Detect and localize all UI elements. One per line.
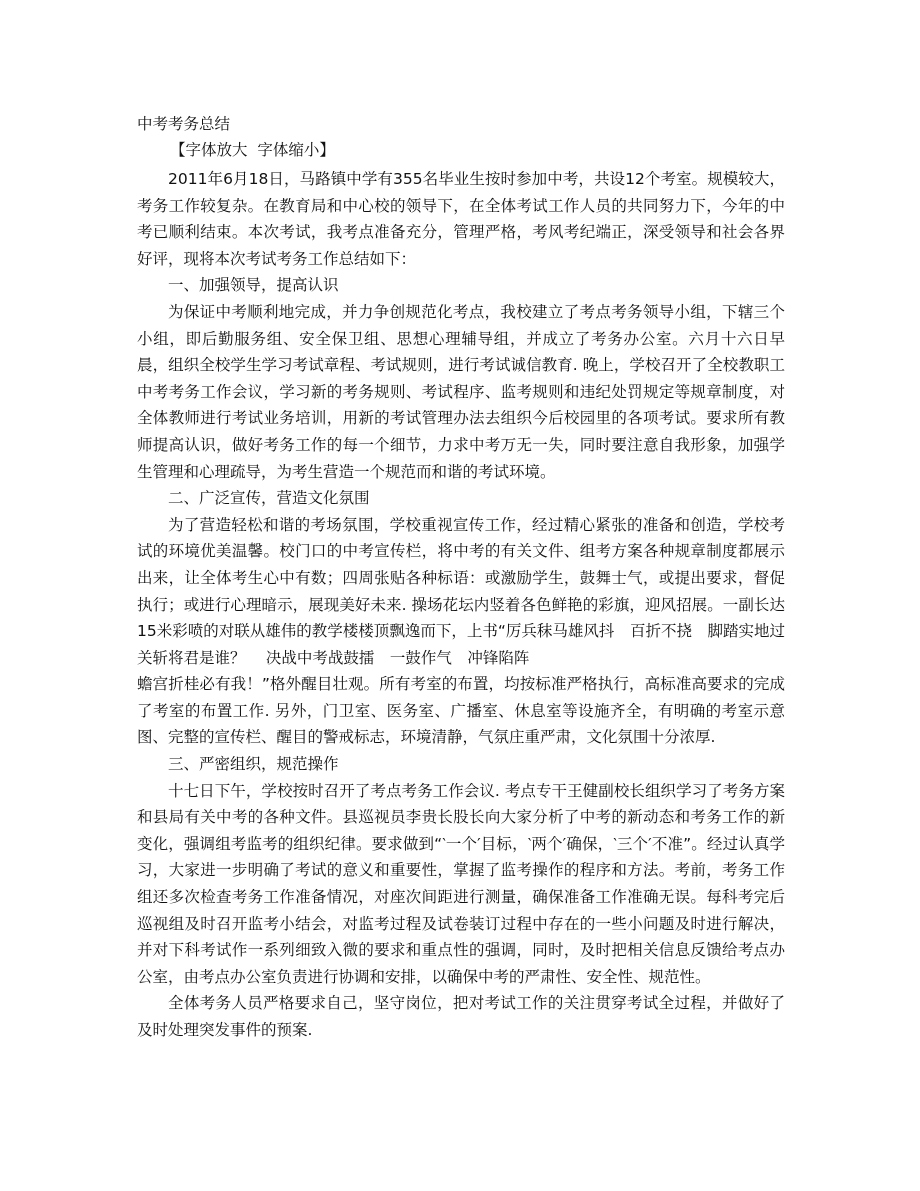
section-heading-2: 二、广泛宣传，营造文化氛围 — [168, 489, 370, 508]
document-title: 中考考务总结 — [137, 115, 231, 133]
section-paragraph-3: 十七日下午，学校按时召开了考点考务工作会议. 考点专干王健副校长组织学习了考务方案和县局有关中考的各种文件。县巡视员李贵长股长向大家分析了中考的新动态和考务工作的新变化，强调组考监考的组织纪律。要求做到“‵一个′目标，‵两个′确保，‵三个′不准”。经过认真学习，大家进一步明确了考试的意义和重要性，掌握了监考操作的程序和方法。考前，考务工作组还多次检查考务工作准备情况，对座次间距进行测量，确保准备工作准确无误。每科考完后巡视组及时召开监考小结会，对监考过程及试卷装订过程中存在的一些小问题及时进行解决，并对下科考试作一系列细致入微的要求和重点性的强调，同时，及时把相关信息反馈给考点办公室，由考点办公室负责进行协调和安排，以确保中考的严肃性、安全性、规范性。 — [137, 781, 785, 986]
font-shrink-link[interactable]: 字体缩小 — [257, 141, 320, 159]
section-heading-3: 三、严密组织，规范操作 — [168, 755, 339, 774]
open-bracket: 【 — [170, 141, 186, 159]
section-paragraph-3b: 全体考务人员严格要求自己，坚守岗位，把对考试工作的关注贯穿考试全过程，并做好了及时处理突发事件的预案. — [137, 994, 785, 1039]
section-paragraph-2: 为了营造轻松和谐的考场氛围，学校重视宣传工作，经过精心紧张的准备和创造，学校考试的环境优美温馨。校门口的中考宣传栏，将中考的有关文件、组考方案各种规章制度都展示出来，让全体考生心中有数；四周张贴各种标语：或激励学生，鼓舞士气，或提出要求，督促执行；或进行心理暗示，展现美好未来. 操场花坛内竖着各色鲜艳的彩旗，迎风招展。一副长达15米彩喷的对联从雄伟的教学楼楼顶飘逸而下，上书“厉兵秣马雄风抖 百折不挠 脚踏实地过关斩将君是谁？ 决战中考战鼓擂 一鼓作气 冲锋陷阵 — [137, 515, 785, 667]
font-size-controls — [170, 138, 785, 166]
intro-paragraph: 2011年6月18日，马路镇中学有355名毕业生按时参加中考，共设12个考室。规模较大，考务工作较复杂。在教育局和中心校的领导下，在全体考试工作人员的共同努力下，今年的中考已顺利结束。本次考试，我考点准备充分，管理严格，考风考纪端正，深受领导和社会各界好评，现将本次考试考务工作总结如下： — [137, 170, 785, 268]
section-paragraph-2-continued: 蟾宫折桂必有我！”格外醒目壮观。所有考室的布置，均按标准严格执行，高标准高要求的完成了考室的布置工作. 另外，门卫室、医务室、广播室、休息室等设施齐全，有明确的考室示意图、完整的宣传栏、醒目的警戒标志，环境清静，气氛庄重严肃，文化氛围十分浓厚. — [137, 675, 785, 747]
font-enlarge-link[interactable]: 字体放大 — [185, 141, 248, 159]
section-heading-1: 一、加强领导，提高认识 — [168, 276, 339, 295]
document-page — [137, 112, 785, 1044]
section-paragraph-1: 为保证中考顺利地完成，并力争创规范化考点，我校建立了考点考务领导小组，下辖三个小组，即后勤服务组、安全保卫组、思想心理辅导组，并成立了考务办公室。六月十六日早晨，组织全校学生学习考试章程、考试规则，进行考试诚信教育. 晚上，学校召开了全校教职工中考考务工作会议，学习新的考务规则、考试程序、监考规则和违纪处罚规定等规章制度，对全体教师进行考试业务培训，用新的考试管理办法去组织今后校园里的各项考试。要求所有教师提高认识，做好考务工作的每一个细节，力求中考万无一失，同时要注意自我形象，加强学生管理和心理疏导，为考生营造一个规范而和谐的考试环境。 — [137, 302, 785, 481]
close-bracket: 】 — [319, 141, 335, 159]
